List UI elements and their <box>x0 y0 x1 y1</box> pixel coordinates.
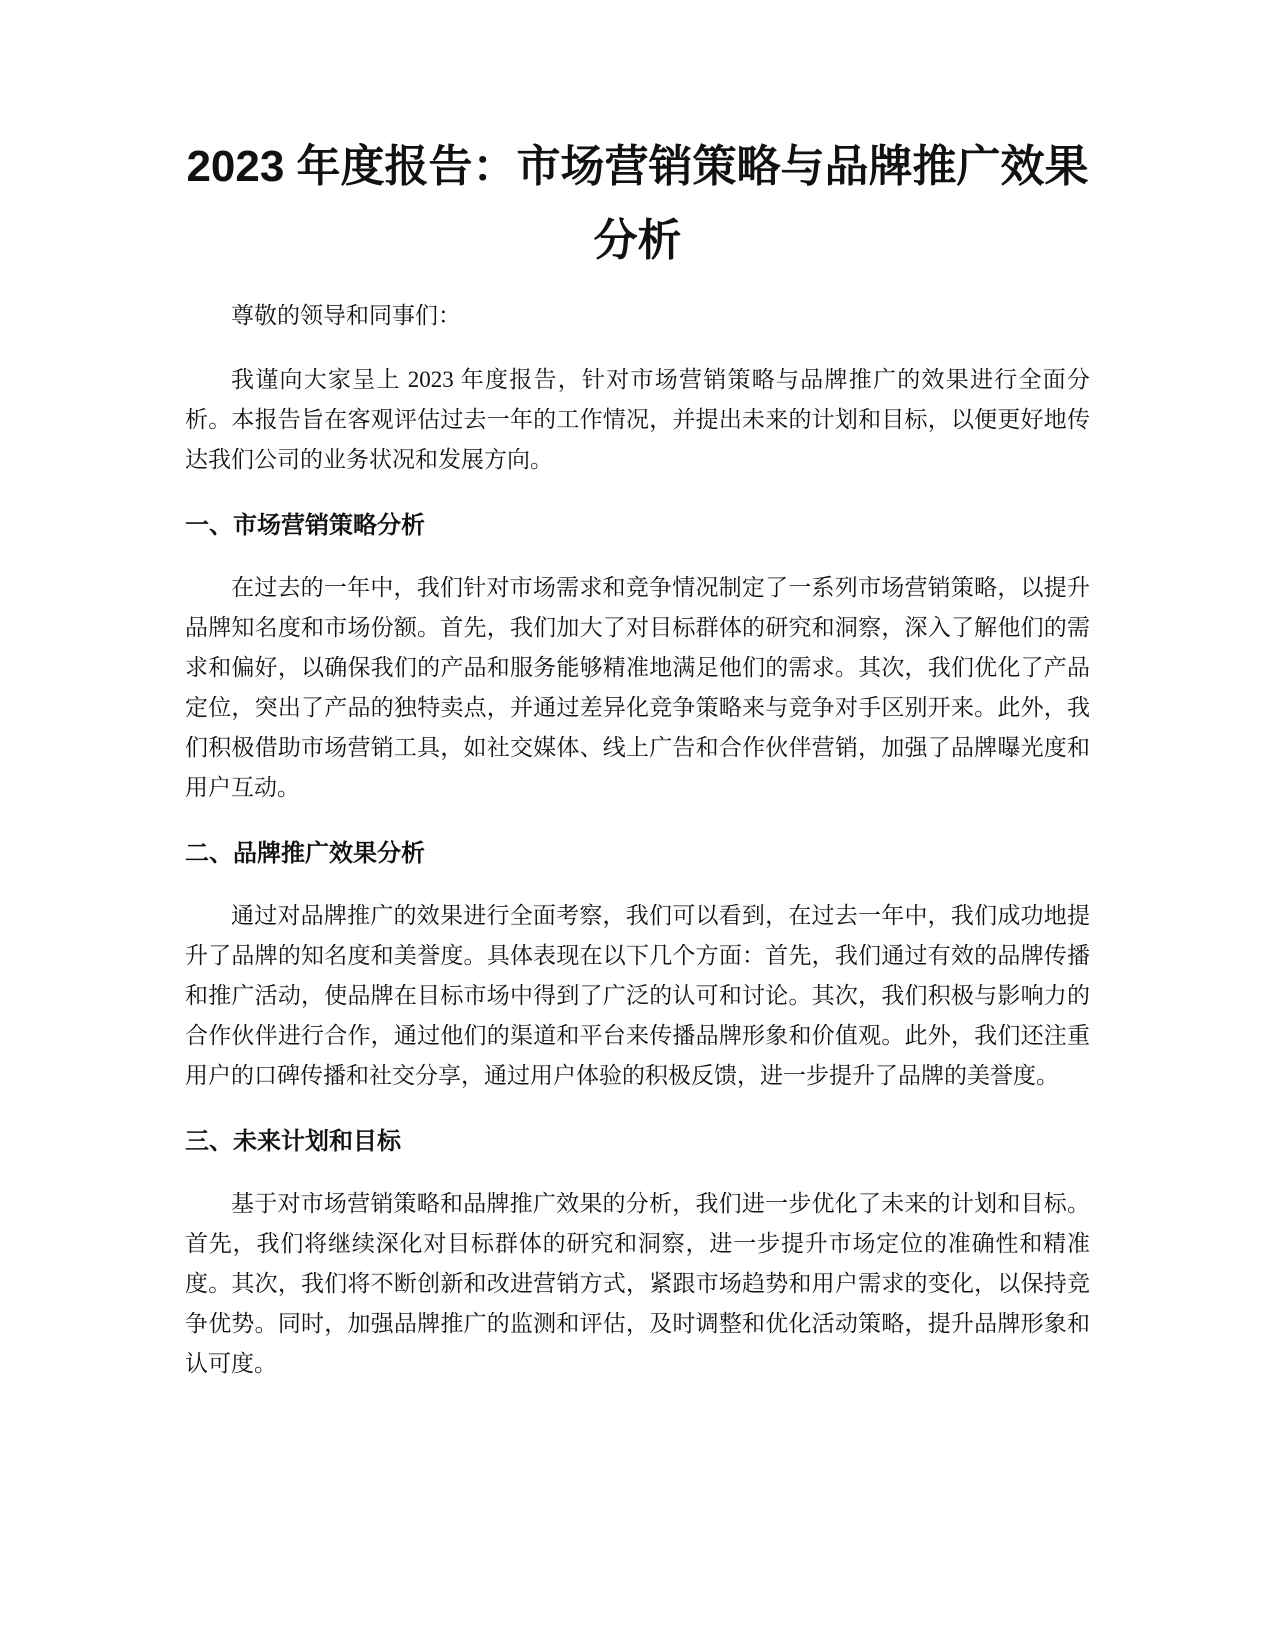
section-heading-future: 三、未来计划和目标 <box>185 1128 401 1155</box>
section-body-brand: 通过对品牌推广的效果进行全面考察，我们可以看到，在过去一年中，我们成功地提升了品牌的知名度和美誉度。具体表现在以下几个方面：首先，我们通过有效的品牌传播和推广活动，使品牌在目标市场中得到了广泛的认可和讨论。其次，我们积极与影响力的合作伙伴进行合作，通过他们的渠道和平台来传播品牌形象和价值观。此外，我们还注重用户的口碑传播和社交分享，通过用户体验的积极反馈，进一步提升了品牌的美誉度。 <box>185 903 1090 1088</box>
section-heading-brand: 二、品牌推广效果分析 <box>185 840 425 867</box>
intro-paragraph: 我谨向大家呈上 2023 年度报告，针对市场营销策略与品牌推广的效果进行全面分析。本报告旨在客观评估过去一年的工作情况，并提出未来的计划和目标，以便更好地传达我们公司的业务状况和发展方向。 <box>185 367 1090 472</box>
section-body-strategy: 在过去的一年中，我们针对市场需求和竞争情况制定了一系列市场营销策略，以提升品牌知名度和市场份额。首先，我们加大了对目标群体的研究和洞察，深入了解他们的需求和偏好，以确保我们的产品和服务能够精准地满足他们的需求。其次，我们优化了产品定位，突出了产品的独特卖点，并通过差异化竞争策略来与竞争对手区别开来。此外，我们积极借助市场营销工具，如社交媒体、线上广告和合作伙伴营销，加强了品牌曝光度和用户互动。 <box>185 575 1090 800</box>
document-title: 2023 年度报告：市场营销策略与品牌推广效果分析 <box>186 142 1089 265</box>
document-page <box>185 130 1090 1410</box>
section-body-future: 基于对市场营销策略和品牌推广效果的分析，我们进一步优化了未来的计划和目标。首先，我们将继续深化对目标群体的研究和洞察，进一步提升市场定位的准确性和精准度。其次，我们将不断创新和改进营销方式，紧跟市场趋势和用户需求的变化，以保持竞争优势。同时，加强品牌推广的监测和评估，及时调整和优化活动策略，提升品牌形象和认可度。 <box>185 1191 1090 1376</box>
section-heading-strategy: 一、市场营销策略分析 <box>185 512 425 539</box>
greeting: 尊敬的领导和同事们： <box>231 303 461 328</box>
